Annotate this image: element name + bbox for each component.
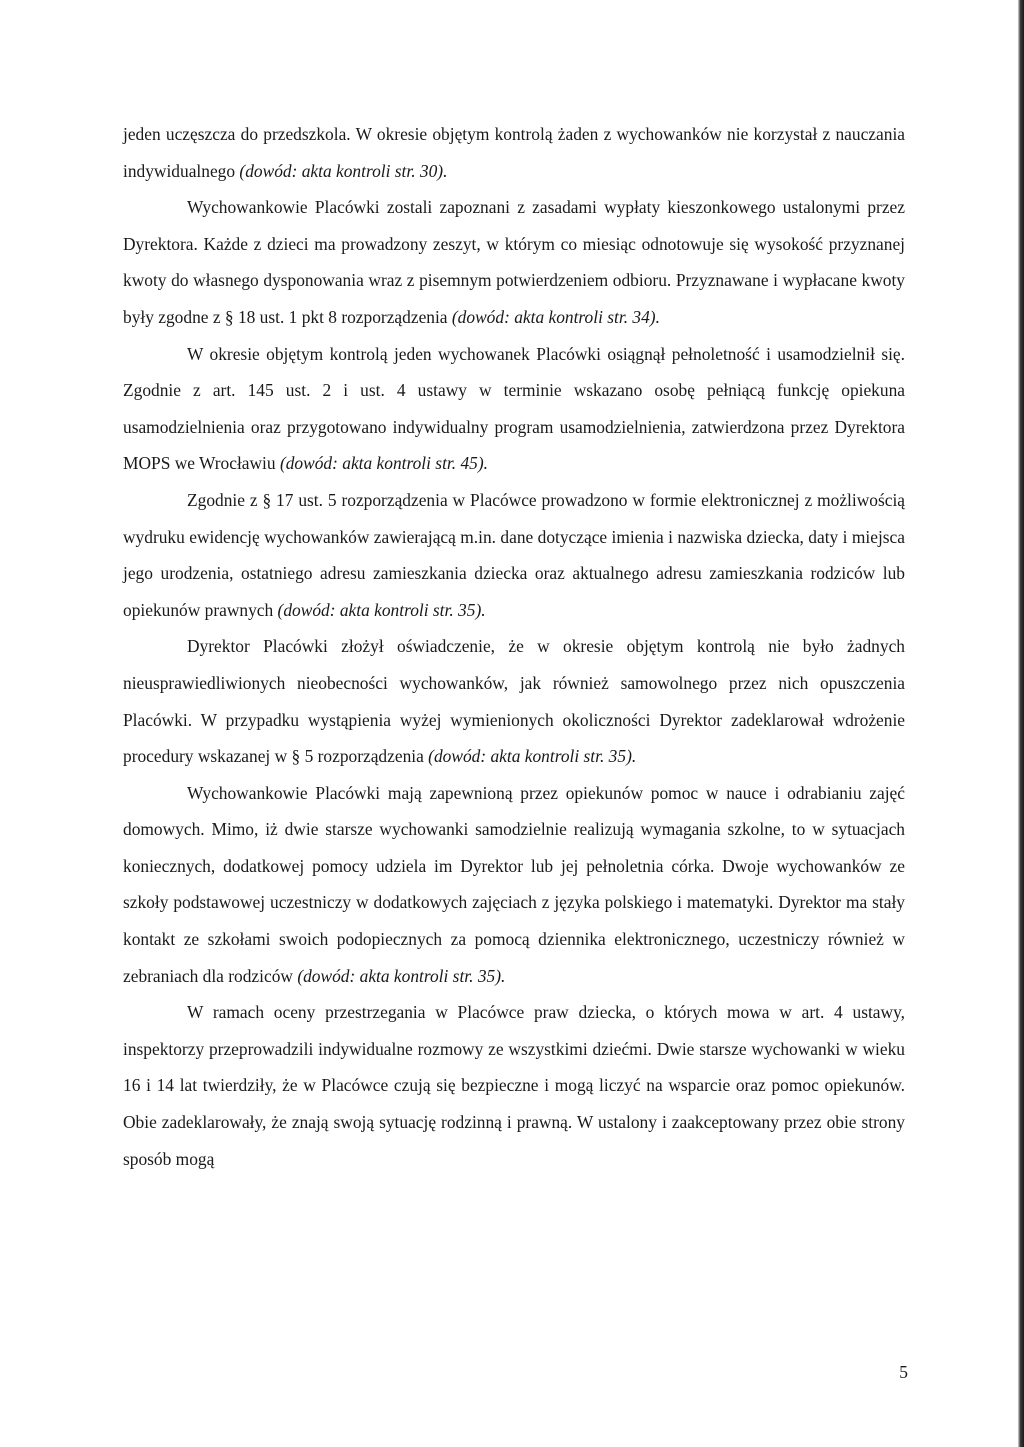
- paragraph-text: Wychowankowie Placówki mają zapewnioną przez opiekunów pomoc w nauce i odrabianiu zajęć domowych. Mimo, iż dwie starsze wychowanki samodzielnie realizują wymagania szkolne, to w sytuacjach koniecznych, dodatkowej pomocy udziela im Dyrektor lub jej pełnoletnia córka. Dwoje wychowanków ze szkoły podstawowej uczestniczy w dodatkowych zajęciach z języka polskiego i matematyki. Dyrektor ma stały kontakt ze szkołami swoich podopiecznych za pomocą dziennika elektronicznego, uczestniczy również w zebraniach dla rodziców: [123, 782, 905, 986]
- paragraph-5: [123, 628, 905, 774]
- evidence-reference: (dowód: akta kontroli str. 45).: [279, 453, 488, 474]
- paragraph-3: [123, 336, 905, 482]
- paragraph-text: W ramach oceny przestrzegania w Placówce praw dziecka, o których mowa w art. 4 ustawy, inspektorzy przeprowadzili indywidualne rozmowy ze wszystkimi dziećmi. Dwie starsze wychowanki w wieku 16 i 14 lat twierdziły, że w Placówce czują się bezpieczne i mogą liczyć na wsparcie oraz pomoc opiekunów. Obie zadeklarowały, że znają swoją sytuację rodzinną i prawną. W ustalony i zaakceptowany przez obie strony sposób mogą: [123, 1002, 905, 1169]
- evidence-reference: (dowód: akta kontroli str. 30).: [239, 160, 448, 181]
- paragraph-text: W okresie objętym kontrolą jeden wychowanek Placówki osiągnął pełnoletność i usamodzielnił się. Zgodnie z art. 145 ust. 2 i ust. 4 ustawy w terminie wskazano osobę pełniącą funkcję opiekuna usamodzielnienia oraz przygotowano indywidualny program usamodzielnienia, zatwierdzona przez Dyrektora MOPS we Wrocławiu: [123, 343, 905, 474]
- paragraph-text: Zgodnie z § 17 ust. 5 rozporządzenia w Placówce prowadzono w formie elektronicznej z możliwością wydruku ewidencję wychowanków zawierającą m.in. dane dotyczące imienia i nazwiska dziecka, daty i miejsca jego urodzenia, ostatniego adresu zamieszkania dziecka oraz aktualnego adresu zamieszkania rodziców lub opiekunów prawnych: [123, 489, 905, 620]
- evidence-reference: (dowód: akta kontroli str. 35).: [428, 746, 637, 767]
- paragraph-text: Wychowankowie Placówki zostali zapoznani z zasadami wypłaty kieszonkowego ustalonymi przez Dyrektora. Każde z dzieci ma prowadzony zeszyt, w którym co miesiąc odnotowuje się wysokość przyznanej kwoty do własnego dysponowania wraz z pisemnym potwierdzeniem odbioru. Przyznawane i wypłacane kwoty były zgodne z § 18 ust. 1 pkt 8 rozporządzenia: [123, 197, 905, 327]
- document-body: [123, 116, 905, 1177]
- paragraph-4: [123, 482, 905, 628]
- paragraph-2: [123, 189, 905, 335]
- evidence-reference: (dowód: akta kontroli str. 34).: [451, 306, 660, 327]
- paragraph-text: jeden uczęszcza do przedszkola. W okresie objętym kontrolą żaden z wychowanków nie korzystał z nauczania indywidualnego: [123, 124, 905, 181]
- paragraph-text: Dyrektor Placówki złożył oświadczenie, że w okresie objętym kontrolą nie było żadnych nieusprawiedliwionych nieobecności wychowanków, jak również samowolnego przez nich opuszczenia Placówki. W przypadku wystąpienia wyżej wymienionych okoliczności Dyrektor zadeklarował wdrożenie procedury wskazanej w § 5 rozporządzenia: [123, 636, 905, 767]
- paragraph-7: [123, 994, 905, 1177]
- page-number: 5: [899, 1362, 908, 1382]
- evidence-reference: (dowód: akta kontroli str. 35).: [277, 599, 486, 620]
- scan-edge-shadow: [1018, 0, 1024, 1447]
- evidence-reference: (dowód: akta kontroli str. 35).: [297, 965, 506, 986]
- paragraph-6: [123, 775, 905, 995]
- paragraph-1: [123, 116, 905, 189]
